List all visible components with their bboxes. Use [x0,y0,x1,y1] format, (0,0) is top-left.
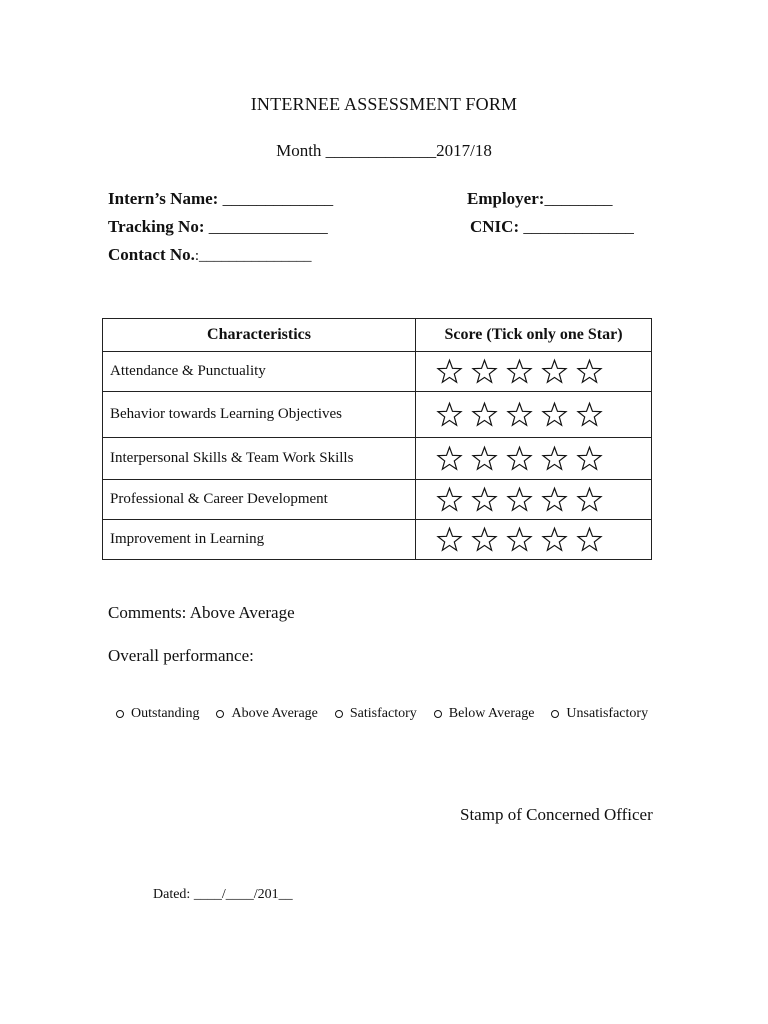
header-score: Score (Tick only one Star) [416,319,652,352]
star-outline-icon[interactable] [471,445,498,472]
option-below-average[interactable] [434,706,535,722]
overall-performance-label: Overall performance: [108,646,254,665]
star-outline-icon[interactable] [541,445,568,472]
stamp-label: Stamp of Concerned Officer [460,805,653,824]
employer-label: Employer: [467,189,545,208]
row-label: Improvement in Learning [103,520,416,560]
star-outline-icon[interactable] [576,526,603,553]
star-outline-icon[interactable] [471,358,498,385]
table-header-row [103,319,652,352]
row-label: Behavior towards Learning Objectives [103,392,416,438]
option-label: Outstanding [131,706,200,721]
dated-line: Dated: ____/____/201__ [153,887,293,902]
star-outline-icon[interactable] [471,401,498,428]
star-outline-icon[interactable] [541,526,568,553]
star-outline-icon[interactable] [506,358,533,385]
row-label: Attendance & Punctuality [103,352,416,392]
table-row [103,480,652,520]
table-row [103,392,652,438]
option-satisfactory[interactable] [335,706,417,722]
employer-value[interactable]: ________ [544,189,613,208]
tracking-label: Tracking No: [108,217,205,236]
option-label: Above Average [231,706,318,721]
star-outline-icon[interactable] [506,401,533,428]
star-outline-icon[interactable] [471,526,498,553]
option-label: Below Average [448,706,535,721]
option-label: Unsatisfactory [566,706,649,721]
cnic-value[interactable]: _____________ [523,217,634,236]
intern-name-label: Intern’s Name: [108,189,219,208]
header-characteristics: Characteristics [103,319,416,352]
option-above-average[interactable] [216,706,317,722]
star-outline-icon[interactable] [436,445,463,472]
table-row [103,352,652,392]
star-outline-icon[interactable] [436,358,463,385]
star-outline-icon[interactable] [506,486,533,513]
star-rating[interactable] [416,520,652,560]
cnic-label: CNIC: [470,217,520,236]
contact-value[interactable]: :_______________ [194,248,312,264]
star-outline-icon[interactable] [436,526,463,553]
star-outline-icon[interactable] [436,486,463,513]
option-outstanding[interactable] [116,706,199,722]
star-outline-icon[interactable] [541,401,568,428]
star-outline-icon[interactable] [541,358,568,385]
month-line: Month _____________2017/18 [276,141,492,160]
comments: Comments: Above Average [108,603,295,622]
table-row [103,438,652,480]
option-label: Satisfactory [349,706,417,721]
option-unsatisfactory[interactable] [551,706,648,722]
assessment-table [102,318,652,560]
radio-circle-icon[interactable] [551,710,559,718]
star-rating[interactable] [416,438,652,480]
star-outline-icon[interactable] [576,358,603,385]
star-rating[interactable] [416,392,652,438]
star-outline-icon[interactable] [471,486,498,513]
employer-field [467,189,612,209]
star-outline-icon[interactable] [541,486,568,513]
form-title: INTERNEE ASSESSMENT FORM [250,94,518,114]
row-label: Interpersonal Skills & Team Work Skills [103,438,416,480]
radio-circle-icon[interactable] [116,710,124,718]
tracking-value[interactable]: ______________ [208,217,328,236]
star-outline-icon[interactable] [506,445,533,472]
star-rating[interactable] [416,480,652,520]
star-outline-icon[interactable] [576,445,603,472]
radio-circle-icon[interactable] [216,710,224,718]
contact-label: Contact No. [108,245,195,264]
table-row [103,520,652,560]
star-outline-icon[interactable] [576,401,603,428]
star-outline-icon[interactable] [436,401,463,428]
star-outline-icon[interactable] [506,526,533,553]
performance-options [116,706,648,722]
star-rating[interactable] [416,352,652,392]
tracking-field [108,217,328,237]
radio-circle-icon[interactable] [335,710,343,718]
star-outline-icon[interactable] [576,486,603,513]
cnic-field [470,217,634,237]
intern-name-value[interactable]: _____________ [222,189,334,208]
row-label: Professional & Career Development [103,480,416,520]
radio-circle-icon[interactable] [434,710,442,718]
intern-name-field [108,189,333,209]
contact-field [108,245,312,265]
